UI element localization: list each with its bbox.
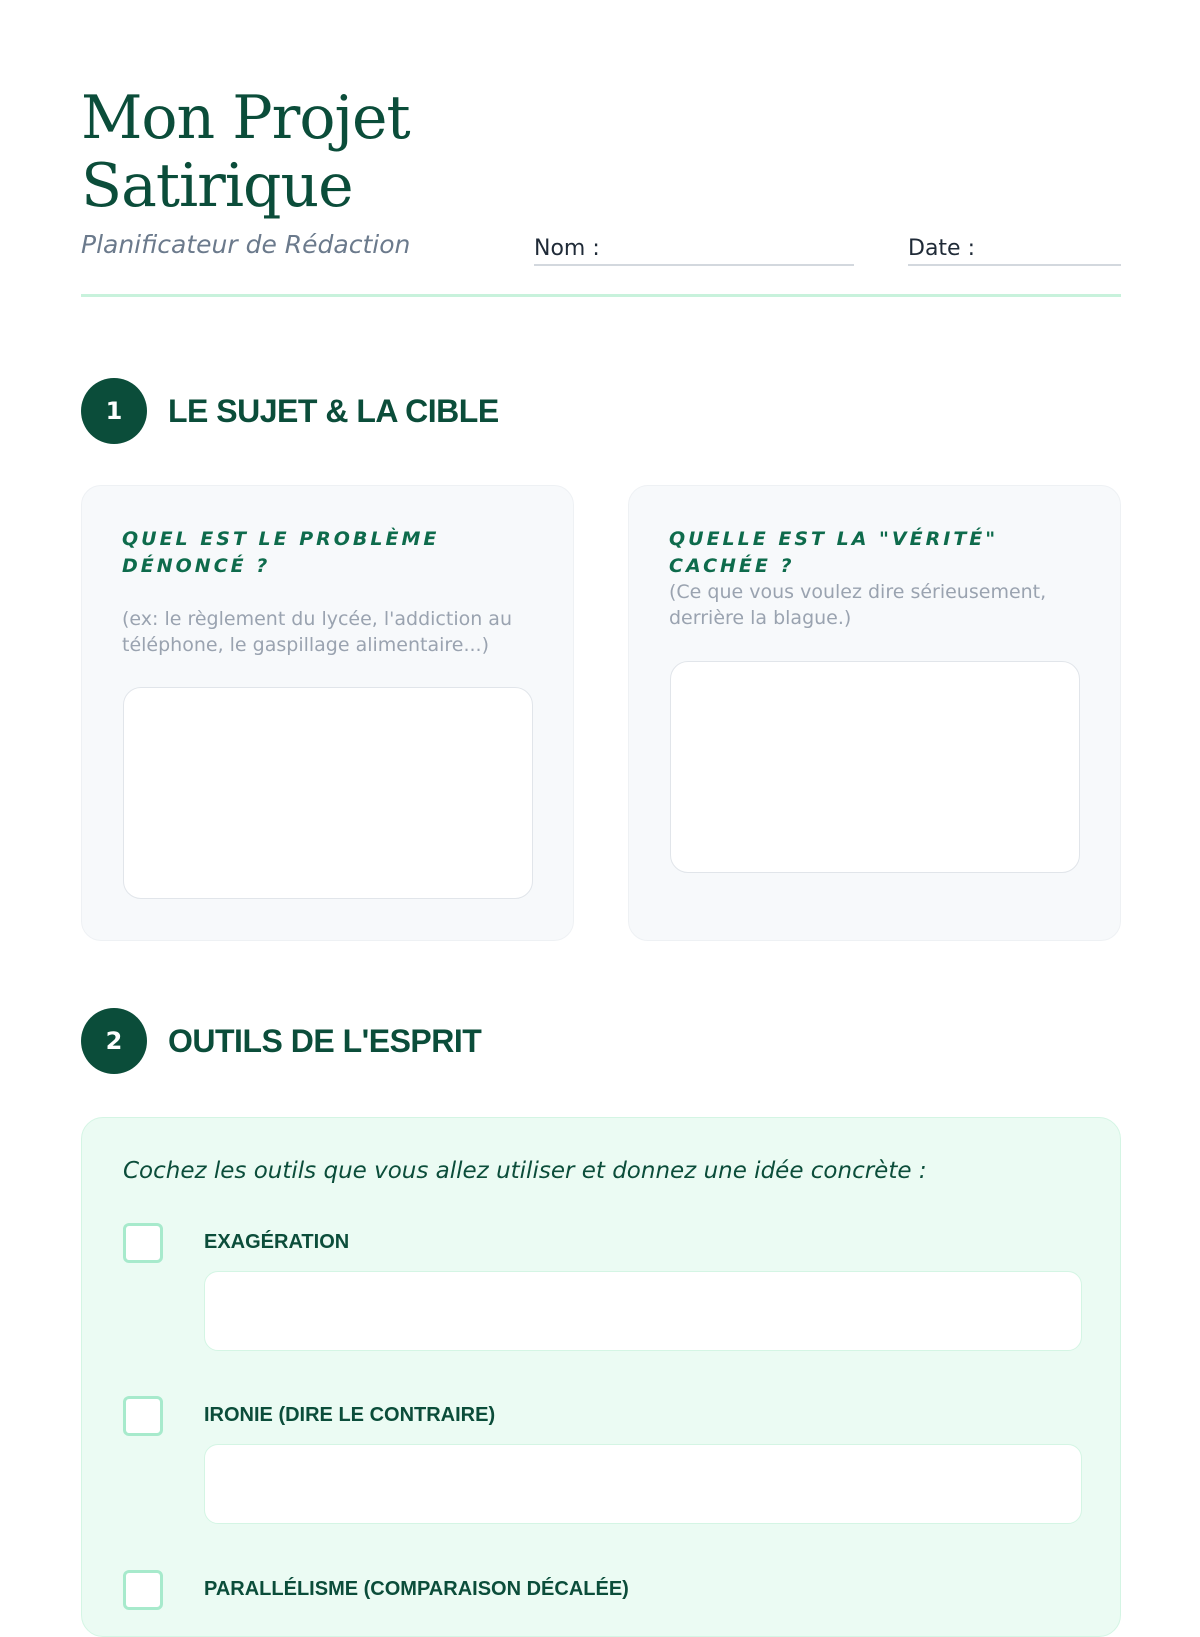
date-field[interactable] bbox=[908, 234, 1121, 266]
header-divider bbox=[81, 294, 1121, 297]
problem-hint: (ex: le règlement du lycée, l'addiction au téléphone, le gaspillage alimentaire...) bbox=[122, 608, 512, 656]
truth-question: QUELLE EST LA "VÉRITÉ" CACHÉE ? bbox=[669, 528, 999, 577]
page-title bbox=[81, 84, 410, 220]
truth-card bbox=[628, 485, 1121, 941]
page-subtitle: Planificateur de Rédaction bbox=[81, 230, 411, 259]
problem-question: QUEL EST LE PROBLÈME DÉNONCÉ ? bbox=[122, 528, 440, 577]
exaggeration-checkbox[interactable] bbox=[123, 1223, 163, 1263]
title-line-1: Mon Projet bbox=[81, 83, 410, 153]
section-2-heading bbox=[81, 1007, 481, 1075]
parallelism-checkbox[interactable] bbox=[123, 1570, 163, 1610]
section-2-title: OUTILS DE L'ESPRIT bbox=[168, 1022, 482, 1059]
problem-card bbox=[81, 485, 574, 941]
section-1-number-badge: 1 bbox=[81, 378, 147, 444]
exaggeration-label: EXAGÉRATION bbox=[204, 1231, 350, 1253]
section-1-title: LE SUJET & LA CIBLE bbox=[168, 392, 499, 429]
irony-input[interactable] bbox=[204, 1444, 1082, 1524]
problem-answer-box[interactable] bbox=[123, 687, 533, 899]
truth-hint: (Ce que vous voulez dire sérieusement, derrière la blague.) bbox=[669, 581, 1047, 629]
tools-panel bbox=[81, 1117, 1121, 1637]
title-line-2: Satirique bbox=[81, 151, 353, 221]
tools-intro: Cochez les outils que vous allez utiliser et donnez une idée concrète : bbox=[123, 1158, 927, 1184]
date-label: Date : bbox=[908, 236, 975, 261]
truth-answer-box[interactable] bbox=[670, 661, 1080, 873]
name-field[interactable] bbox=[534, 234, 854, 266]
irony-checkbox[interactable] bbox=[123, 1396, 163, 1436]
name-label: Nom : bbox=[534, 236, 600, 261]
section-1-heading bbox=[81, 377, 499, 445]
irony-label: IRONIE (DIRE LE CONTRAIRE) bbox=[204, 1404, 496, 1426]
exaggeration-input[interactable] bbox=[204, 1271, 1082, 1351]
parallelism-label: PARALLÉLISME (COMPARAISON DÉCALÉE) bbox=[204, 1578, 629, 1600]
section-2-number-badge: 2 bbox=[81, 1008, 147, 1074]
